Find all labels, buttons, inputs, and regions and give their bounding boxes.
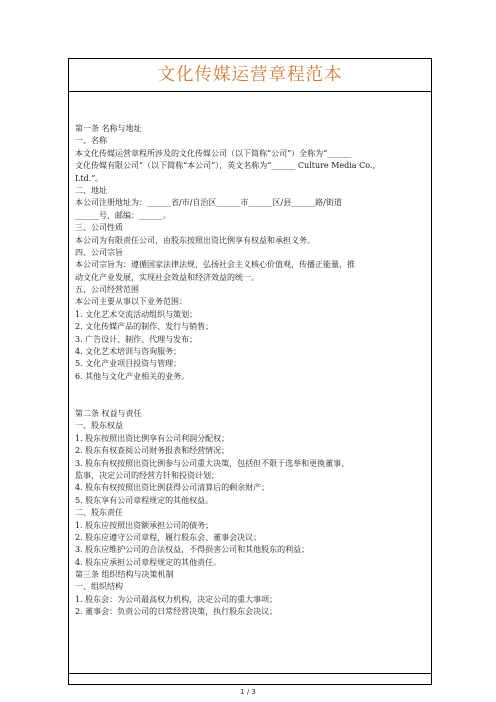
text-line: 1. 文化艺术交流活动组织与策划；: [75, 309, 198, 319]
text-line: 3. 股东有权按照出资比例参与公司重大决策，包括但不限于选举和更换董事、: [75, 458, 350, 468]
text-line: 本公司注册地址为：______省/市/自治区______市______区/县______路/街道: [75, 198, 342, 208]
blank-line: [75, 396, 427, 408]
text-line: 4. 股东应承担公司章程规定的其他责任。: [75, 557, 222, 567]
text-line: 监事，决定公司的经营方针和投资计划；: [75, 470, 219, 480]
text-line: 五、公司经营范围: [75, 285, 139, 295]
text-line: 2. 文化传媒产品的制作、发行与销售；: [75, 322, 214, 332]
text-line: 3. 股东应维护公司的合法权益，不得损害公司和其他股东的利益；: [75, 545, 310, 555]
text-line: 1. 股东按照出资比例享有公司利润分配权；: [75, 433, 230, 443]
text-line: 第三条 组织结构与决策机制: [75, 570, 174, 580]
text-line: 一、股东权益: [75, 421, 123, 431]
text-line: 本公司主要从事以下业务范围：: [75, 297, 187, 307]
text-line: 第一条 名称与地址: [75, 124, 142, 133]
text-line: 第二条 权益与责任: [75, 408, 142, 418]
text-line: 四、公司宗旨: [75, 247, 123, 257]
text-line: 4. 股东有权按照出资比例获得公司清算后的剩余财产；: [75, 483, 270, 493]
text-line: 二、股东责任: [75, 508, 123, 518]
title-divider: [69, 91, 431, 92]
text-line: 2. 股东有权查阅公司财务报表和经营情况；: [75, 446, 230, 456]
text-line: 1. 股东会：为公司最高权力机构，决定公司的重大事项；: [75, 594, 278, 604]
text-line: 二、地址: [75, 185, 107, 195]
text-line: 5. 股东享有公司章程规定的其他权益。: [75, 495, 214, 505]
text-line: 1. 股东应按照出资额承担公司的债务；: [75, 520, 214, 530]
blank-line: [75, 383, 427, 395]
page-number: 1 / 3: [240, 688, 256, 696]
text-line: Ltd.”。: [75, 173, 104, 183]
text-line: 动文化产业发展，实现社会效益和经济效益的统一。: [75, 272, 259, 282]
text-line: 文化传媒有限公司”（以下简称“本公司”），英文名称为“______ Culture Media Co.,: [75, 161, 376, 171]
text-line: 本公司为有限责任公司，由股东按照出资比例享有权益和承担义务。: [75, 235, 315, 245]
text-line: 5. 文化产业项目投资与管理；: [75, 359, 182, 369]
document-title: 文化传媒运营章程范本: [157, 65, 343, 85]
text-line: 2. 股东应遵守公司章程，履行股东会、董事会决议；: [75, 532, 262, 542]
document-frame: [68, 58, 432, 685]
text-line: 三、公司性质: [75, 223, 123, 233]
text-line: 一、名称: [75, 136, 107, 146]
text-line: 本文化传媒运营章程所涉及的文化传媒公司（以下简称“公司”）全称为“______: [75, 148, 352, 158]
text-line: 6. 其他与文化产业相关的业务。: [75, 371, 190, 381]
text-line: 4. 文化艺术培训与咨询服务；: [75, 347, 182, 357]
text-line: ______号，邮编：______。: [75, 210, 171, 220]
text-line: 3. 广告设计、制作、代理与发布；: [75, 334, 198, 344]
bottom-divider: [69, 673, 431, 674]
text-line: 本公司宗旨为：遵循国家法律法规，弘扬社会主义核心价值观，传播正能量，推: [75, 260, 355, 270]
text-line: 一、组织结构: [75, 582, 123, 592]
text-line: 2. 董事会：负责公司的日常经营决策，执行股东会决议；: [75, 607, 278, 617]
document-body: [75, 123, 427, 619]
